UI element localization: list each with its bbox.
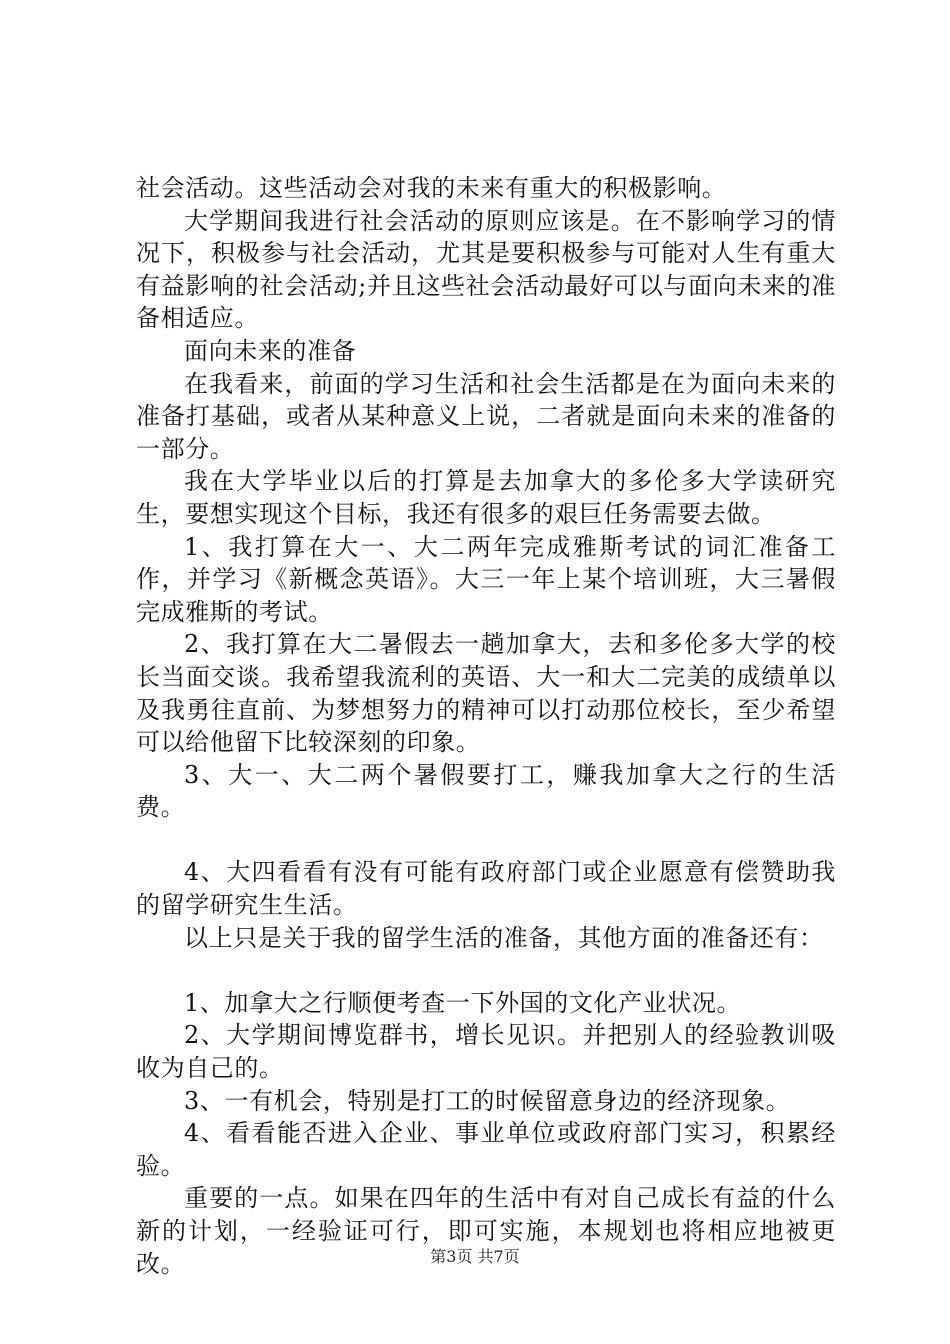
paragraph: 社会活动。这些活动会对我的未来有重大的积极影响。 xyxy=(136,174,727,202)
section-heading: 面向未来的准备 xyxy=(184,336,357,365)
list-item: 1、我打算在大一、大二两年完成雅斯考试的词汇准备工作，并学习《新概念英语》。大三一年上某个培训班，大三暑假完成雅斯的考试。 xyxy=(136,532,836,626)
list-item: 3、一有机会，特别是打工的时候留意身边的经济现象。 xyxy=(184,1086,791,1115)
list-item: 2、大学期间博览群书，增长见识。并把别人的经验教训吸收为自己的。 xyxy=(136,1021,836,1083)
list-item: 4、看看能否进入企业、事业单位或政府部门实习，积累经验。 xyxy=(136,1119,836,1180)
blank-line xyxy=(136,824,836,857)
list-item: 1、加拿大之行顺便考查一下外国的文化产业状况。 xyxy=(184,988,742,1017)
page-footer: 第3页 共7页 xyxy=(430,1247,520,1266)
paragraph: 重要的一点。如果在四年的生活中有对自己成长有益的什么新的计划，一经验证可行，即可实施，本规划也将相应地被更改。 xyxy=(136,1184,836,1278)
blank-line xyxy=(136,954,836,987)
document-body xyxy=(136,172,836,1280)
list-item: 3、大一、大二两个暑假要打工，赚我加拿大之行的生活费。 xyxy=(136,760,836,822)
list-item: 4、大四看看有没有可能有政府部门或企业愿意有偿赞助我的留学研究生生活。 xyxy=(136,858,836,920)
list-item: 2、我打算在大二暑假去一趟加拿大，去和多伦多大学的校长当面交谈。我希望我流利的英语、大一和大二完美的成绩单以及我勇往直前、为梦想努力的精神可以打动那位校长，至少希望可以给他留下比较深刻的印象。 xyxy=(136,630,836,757)
paragraph: 在我看来，前面的学习生活和社会生活都是在为面向未来的准备打基础，或者从某种意义上说，二者就是面向未来的准备的一部分。 xyxy=(136,369,836,463)
paragraph: 大学期间我进行社会活动的原则应该是。在不影响学习的情况下，积极参与社会活动，尤其是要积极参与可能对人生有重大有益影响的社会活动;并且这些社会活动最好可以与面向未来的准备相适应。 xyxy=(136,206,836,333)
paragraph: 我在大学毕业以后的打算是去加拿大的多伦多大学读研究生，要想实现这个目标，我还有很多的艰巨任务需要去做。 xyxy=(136,467,836,528)
paragraph: 以上只是关于我的留学生活的准备，其他方面的准备还有： xyxy=(184,923,824,952)
